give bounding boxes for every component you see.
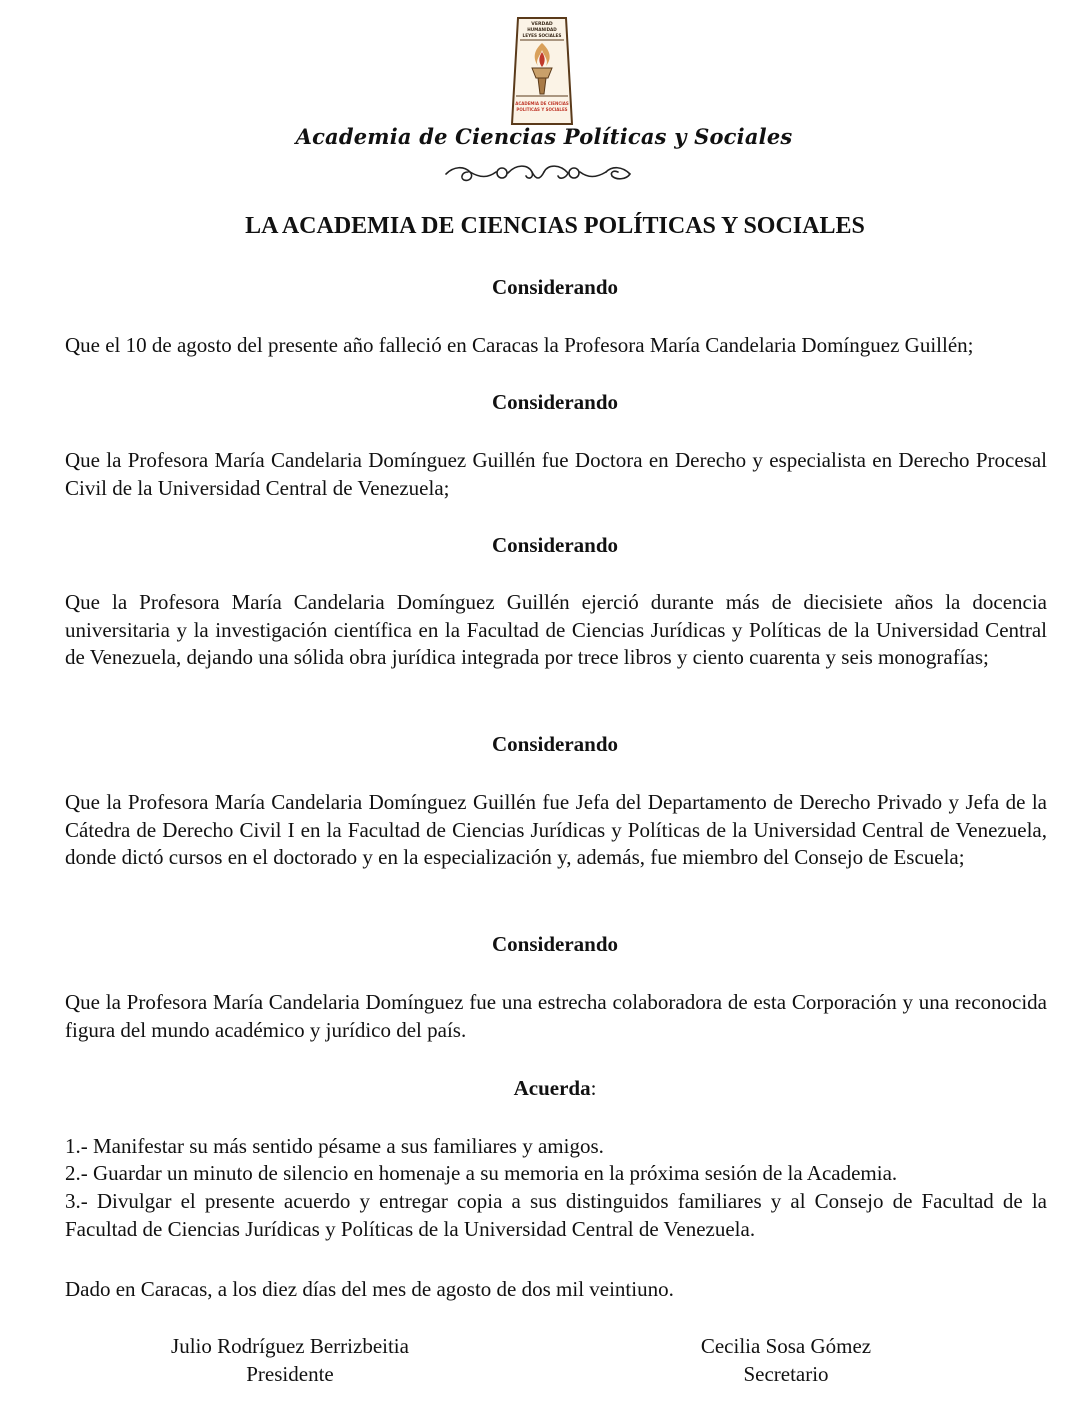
section-heading: Considerando bbox=[491, 932, 619, 956]
section-paragraph: Que la Profesora María Candelaria Domínguez Guillén ejerció durante más de diecisiete años la docencia universitaria y la investigación científica en la Facultad de Ciencias Jurídicas y Políticas de la Universidad Central de Venezuela, dejando una sólida obra jurídica integrada por trece libros y ciento cuarenta y seis monografías; bbox=[65, 590, 1047, 669]
logo-motto-line-2: HUMANIDAD bbox=[527, 27, 557, 32]
signatory-role: Secretario bbox=[743, 1362, 829, 1386]
signatory-name: Cecilia Sosa Gómez bbox=[700, 1334, 872, 1358]
academy-logo bbox=[508, 16, 576, 128]
agreement-item: 2.- Guardar un minuto de silencio en homenaje a su memoria en la próxima sesión de la Academia. bbox=[65, 1161, 898, 1185]
agreement-heading-label: Acuerda bbox=[513, 1076, 591, 1100]
logo-name-line-1: ACADEMIA DE CIENCIAS bbox=[515, 101, 569, 106]
agreement-item: 1.- Manifestar su más sentido pésame a sus familiares y amigos. bbox=[65, 1134, 604, 1158]
section-heading: Considerando bbox=[491, 390, 619, 414]
signature-block-president bbox=[120, 1332, 460, 1388]
closing-statement: Dado en Caracas, a los diez días del mes de agosto de dos mil veintiuno. bbox=[65, 1277, 674, 1301]
logo-motto-line-3: LEYES SOCIALES bbox=[522, 33, 562, 38]
section-paragraph: Que la Profesora María Candelaria Domínguez Guillén fue Doctora en Derecho y especialista en Derecho Procesal Civil de la Universidad Central de Venezuela; bbox=[65, 448, 1047, 500]
section-heading: Considerando bbox=[491, 533, 619, 557]
section-heading: Considerando bbox=[491, 732, 619, 756]
signature-block-secretary bbox=[626, 1332, 946, 1388]
signatory-name: Julio Rodríguez Berrizbeitia bbox=[171, 1334, 409, 1358]
section-paragraph: Que la Profesora María Candelaria Domínguez Guillén fue Jefa del Departamento de Derecho Privado y Jefa de la Cátedra de Derecho Civil I en la Facultad de Ciencias Jurídicas y Políticas de la Universidad Central de Venezuela, donde dictó cursos en el doctorado y en la especialización y, además, fue miembro del Consejo de Escuela; bbox=[65, 790, 1047, 869]
academy-script-title: Academia de Ciencias Políticas y Sociales bbox=[295, 124, 793, 149]
signatory-role: Presidente bbox=[246, 1362, 334, 1386]
torch-emblem-icon bbox=[508, 16, 576, 128]
agreement-heading-colon: : bbox=[590, 1076, 597, 1100]
document-title: LA ACADEMIA DE CIENCIAS POLÍTICAS Y SOCIALES bbox=[245, 213, 865, 239]
logo-name-line-2: POLITICAS Y SOCIALES bbox=[516, 107, 568, 112]
agreement-item: 3.- Divulgar el presente acuerdo y entregar copia a sus distinguidos familiares y al Consejo de Facultad de la Facultad de Ciencias Jurídicas y Políticas de la Universidad Central de Venezuela. bbox=[65, 1189, 1047, 1241]
agreement-heading bbox=[0, 1076, 1088, 1101]
ornament-flourish-icon bbox=[440, 158, 636, 188]
logo-motto-line-1: VERDAD bbox=[531, 22, 553, 27]
section-paragraph: Que la Profesora María Candelaria Domínguez fue una estrecha colaboradora de esta Corporación y una reconocida figura del mundo académico y jurídico del país. bbox=[65, 990, 1047, 1042]
section-paragraph: Que el 10 de agosto del presente año falleció en Caracas la Profesora María Candelaria Domínguez Guillén; bbox=[65, 333, 974, 357]
section-heading: Considerando bbox=[491, 275, 619, 299]
